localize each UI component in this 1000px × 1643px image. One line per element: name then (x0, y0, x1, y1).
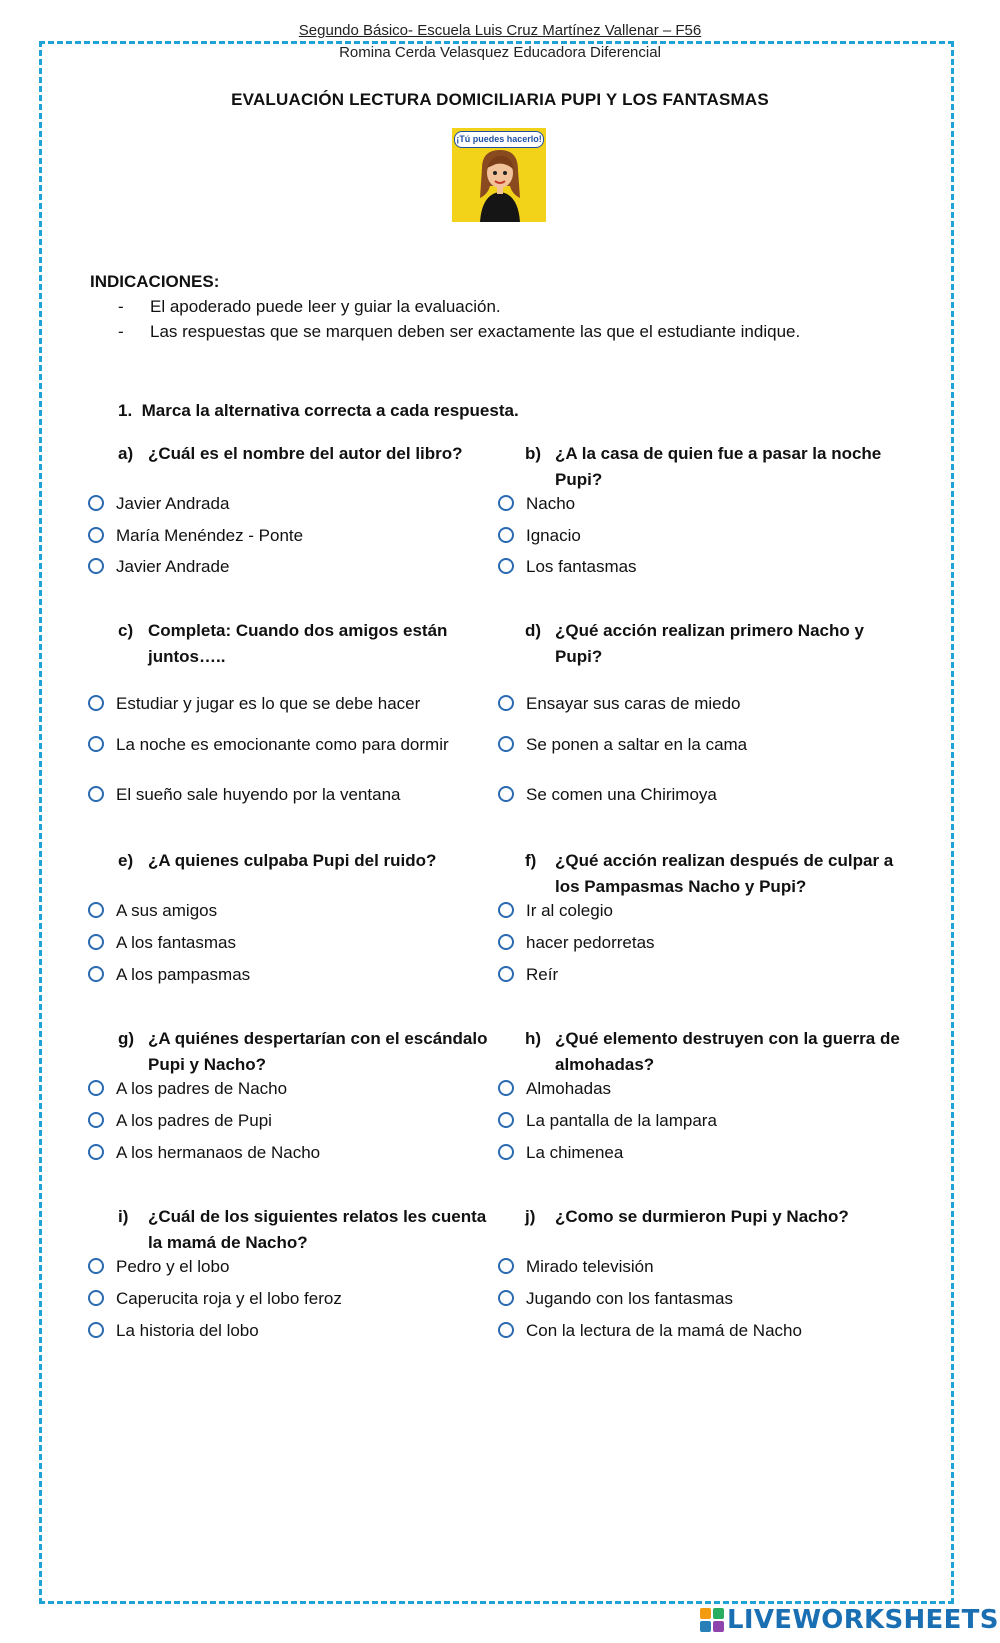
logo-grid-icon (700, 1608, 724, 1632)
question-6 (118, 1026, 498, 1078)
section-1-heading: 1. Marca la alternativa correcta a cada respuesta. (118, 401, 519, 420)
question-text: ¿A quiénes despertarían con el escándalo Pupi y Nacho? (148, 1029, 488, 1074)
radio-button[interactable] (88, 1144, 104, 1160)
option-label[interactable]: La noche es emocionante como para dormir (116, 735, 449, 754)
option-label[interactable]: Nacho (526, 494, 576, 513)
option-label[interactable]: Ensayar sus caras de miedo (526, 694, 741, 713)
radio-button[interactable] (88, 1112, 104, 1128)
option-label[interactable]: Estudiar y jugar es lo que se debe hacer (116, 694, 421, 713)
radio-button[interactable] (498, 527, 514, 543)
question-8 (118, 1204, 498, 1256)
question-letter: g) (118, 1029, 135, 1048)
question-text: ¿Qué elemento destruyen con la guerra de almohadas? (555, 1029, 900, 1074)
question-letter: c) (118, 621, 134, 640)
question-letter: b) (525, 444, 542, 463)
radio-button[interactable] (88, 736, 104, 752)
question-3 (525, 618, 905, 670)
radio-button[interactable] (88, 934, 104, 950)
option-label[interactable]: Ir al colegio (526, 901, 613, 920)
radio-button[interactable] (498, 495, 514, 511)
option-label[interactable]: Ignacio (526, 526, 581, 545)
question-text: ¿Cuál es el nombre del autor del libro? (148, 444, 463, 463)
option-label[interactable]: Javier Andrada (116, 494, 230, 513)
question-letter: a) (118, 444, 134, 463)
option-label[interactable]: Caperucita roja y el lobo feroz (116, 1289, 342, 1308)
question-9 (525, 1204, 905, 1230)
question-text: ¿Cuál de los siguientes relatos les cuenta la mamá de Nacho? (148, 1207, 487, 1252)
radio-button[interactable] (498, 1080, 514, 1096)
question-text: ¿Qué acción realizan después de culpar a los Pampasmas Nacho y Pupi? (555, 851, 894, 896)
radio-button[interactable] (498, 1144, 514, 1160)
indication-item-2: - Las respuestas que se marquen deben ser exactamente las que el estudiante indique. (118, 322, 801, 341)
avatar-figure-icon (452, 128, 546, 222)
question-0 (118, 441, 498, 467)
question-5 (525, 848, 905, 900)
liveworksheets-logo (700, 1605, 999, 1635)
question-4 (118, 848, 498, 874)
question-2 (118, 618, 498, 670)
indications-title: INDICACIONES: (90, 272, 220, 291)
radio-button[interactable] (88, 527, 104, 543)
option-label[interactable]: La historia del lobo (116, 1321, 259, 1340)
radio-button[interactable] (498, 902, 514, 918)
radio-button[interactable] (88, 902, 104, 918)
option-label[interactable]: Reír (526, 965, 559, 984)
option-label[interactable]: Con la lectura de la mamá de Nacho (526, 1321, 802, 1340)
radio-button[interactable] (88, 695, 104, 711)
question-text: ¿Qué acción realizan primero Nacho y Pupi? (555, 621, 864, 666)
radio-button[interactable] (88, 558, 104, 574)
option-label[interactable]: A los padres de Nacho (116, 1079, 288, 1098)
radio-button[interactable] (498, 1290, 514, 1306)
school-header: Segundo Básico- Escuela Luis Cruz Martínez Vallenar – F56 (0, 22, 1000, 40)
option-label[interactable]: A los padres de Pupi (116, 1111, 272, 1130)
option-label[interactable]: Javier Andrade (116, 557, 230, 576)
option-label[interactable]: A sus amigos (116, 901, 218, 920)
radio-button[interactable] (498, 1112, 514, 1128)
question-text: ¿Como se durmieron Pupi y Nacho? (555, 1207, 849, 1226)
radio-button[interactable] (498, 558, 514, 574)
avatar-image (452, 128, 546, 222)
brand-name: LIVEWORKSHEETS (727, 1605, 999, 1635)
option-label[interactable]: La pantalla de la lampara (526, 1111, 717, 1130)
option-label[interactable]: María Menéndez - Ponte (116, 526, 304, 545)
question-letter: f) (525, 851, 537, 870)
radio-button[interactable] (498, 1258, 514, 1274)
question-letter: d) (525, 621, 542, 640)
radio-button[interactable] (88, 966, 104, 982)
question-letter: j) (525, 1207, 536, 1226)
radio-button[interactable] (88, 1080, 104, 1096)
radio-button[interactable] (88, 786, 104, 802)
question-1 (525, 441, 905, 493)
option-label[interactable]: Se comen una Chirimoya (526, 785, 717, 804)
question-7 (525, 1026, 905, 1078)
radio-button[interactable] (88, 495, 104, 511)
option-label[interactable]: Los fantasmas (526, 557, 637, 576)
option-label[interactable]: Jugando con los fantasmas (526, 1289, 733, 1308)
question-letter: h) (525, 1029, 542, 1048)
option-label[interactable]: La chimenea (526, 1143, 624, 1162)
radio-button[interactable] (498, 695, 514, 711)
option-label[interactable]: A los fantasmas (116, 933, 237, 952)
indication-item-1: - El apoderado puede leer y guiar la evaluación. (118, 297, 501, 316)
radio-button[interactable] (498, 1322, 514, 1338)
option-label[interactable]: Se ponen a saltar en la cama (526, 735, 748, 754)
page-title: EVALUACIÓN LECTURA DOMICILIARIA PUPI Y LOS FANTASMAS (231, 90, 769, 109)
option-label[interactable]: El sueño sale huyendo por la ventana (116, 785, 401, 804)
question-text: Completa: Cuando dos amigos están juntos….. (148, 621, 448, 666)
radio-button[interactable] (498, 786, 514, 802)
option-label[interactable]: Pedro y el lobo (116, 1257, 230, 1276)
option-label[interactable]: Almohadas (526, 1079, 612, 1098)
radio-button[interactable] (498, 736, 514, 752)
radio-button[interactable] (88, 1258, 104, 1274)
option-label[interactable]: A los hermanaos de Nacho (116, 1143, 321, 1162)
option-label[interactable]: Mirado televisión (526, 1257, 654, 1276)
radio-button[interactable] (498, 966, 514, 982)
radio-button[interactable] (498, 934, 514, 950)
question-text: ¿A quienes culpaba Pupi del ruido? (148, 851, 437, 870)
teacher-header: Romina Cerda Velasquez Educadora Diferencial (339, 44, 661, 61)
option-label[interactable]: hacer pedorretas (526, 933, 655, 952)
radio-button[interactable] (88, 1290, 104, 1306)
option-label[interactable]: A los pampasmas (116, 965, 251, 984)
radio-button[interactable] (88, 1322, 104, 1338)
speech-bubble: ¡Tú puedes hacerlo! (454, 131, 544, 148)
question-letter: i) (118, 1207, 129, 1226)
question-letter: e) (118, 851, 134, 870)
question-text: ¿A la casa de quien fue a pasar la noche Pupi? (555, 444, 882, 489)
